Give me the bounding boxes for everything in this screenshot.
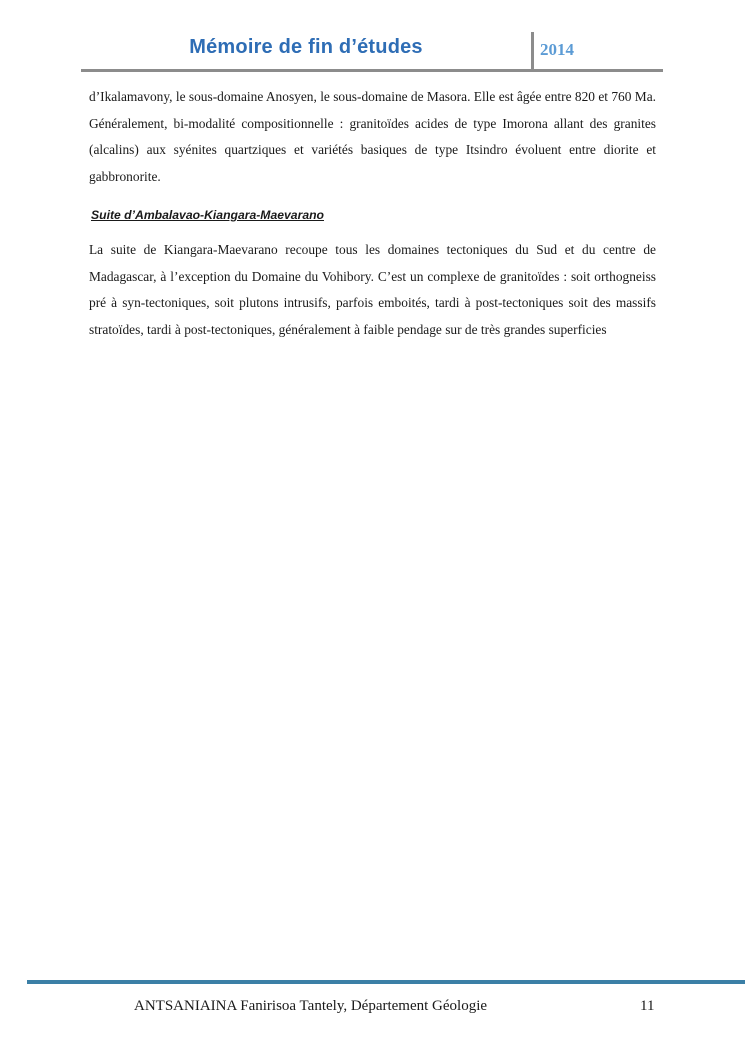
section-heading: Suite d’Ambalavao-Kiangara-Maevarano [91, 208, 324, 222]
footer-rule [27, 980, 745, 984]
header-rule [81, 69, 663, 72]
document-year: 2014 [540, 40, 574, 59]
document-title: Mémoire de fin d’études [189, 36, 423, 58]
footer-author: ANTSANIAINA Fanirisoa Tantely, Département Géologie [134, 998, 488, 1014]
page-header [81, 32, 663, 70]
paragraph-kiangara: La suite de Kiangara-Maevarano recoupe tous les domaines tectoniques du Sud et du centre de Madagascar, à l’exception du Domaine du Vohibory. C’est un complexe de granitoïdes : soit orthogneiss pré à syn-tectoniques, soit plutons intrusifs, parfois emboités, tardi à post-tectoniques soit des massifs stratoïdes, tardi à post-tectoniques, généralement à faible pendage sur de très grandes superficies [89, 242, 656, 337]
paragraph-ikalamavony: d’Ikalamavony, le sous-domaine Anosyen, le sous-domaine de Masora. Elle est âgée entre 820 et 760 Ma. Généralement, bi-modalité compositionnelle : granitoïdes acides de type Imorona allant des granites (alcalins) aux syénites quartziques et variétés basiques de type Itsindro évoluent entre diorite et gabbronorite. [89, 89, 656, 184]
header-separator [531, 32, 534, 70]
page-content [89, 84, 656, 343]
page-number: 11 [640, 998, 655, 1014]
